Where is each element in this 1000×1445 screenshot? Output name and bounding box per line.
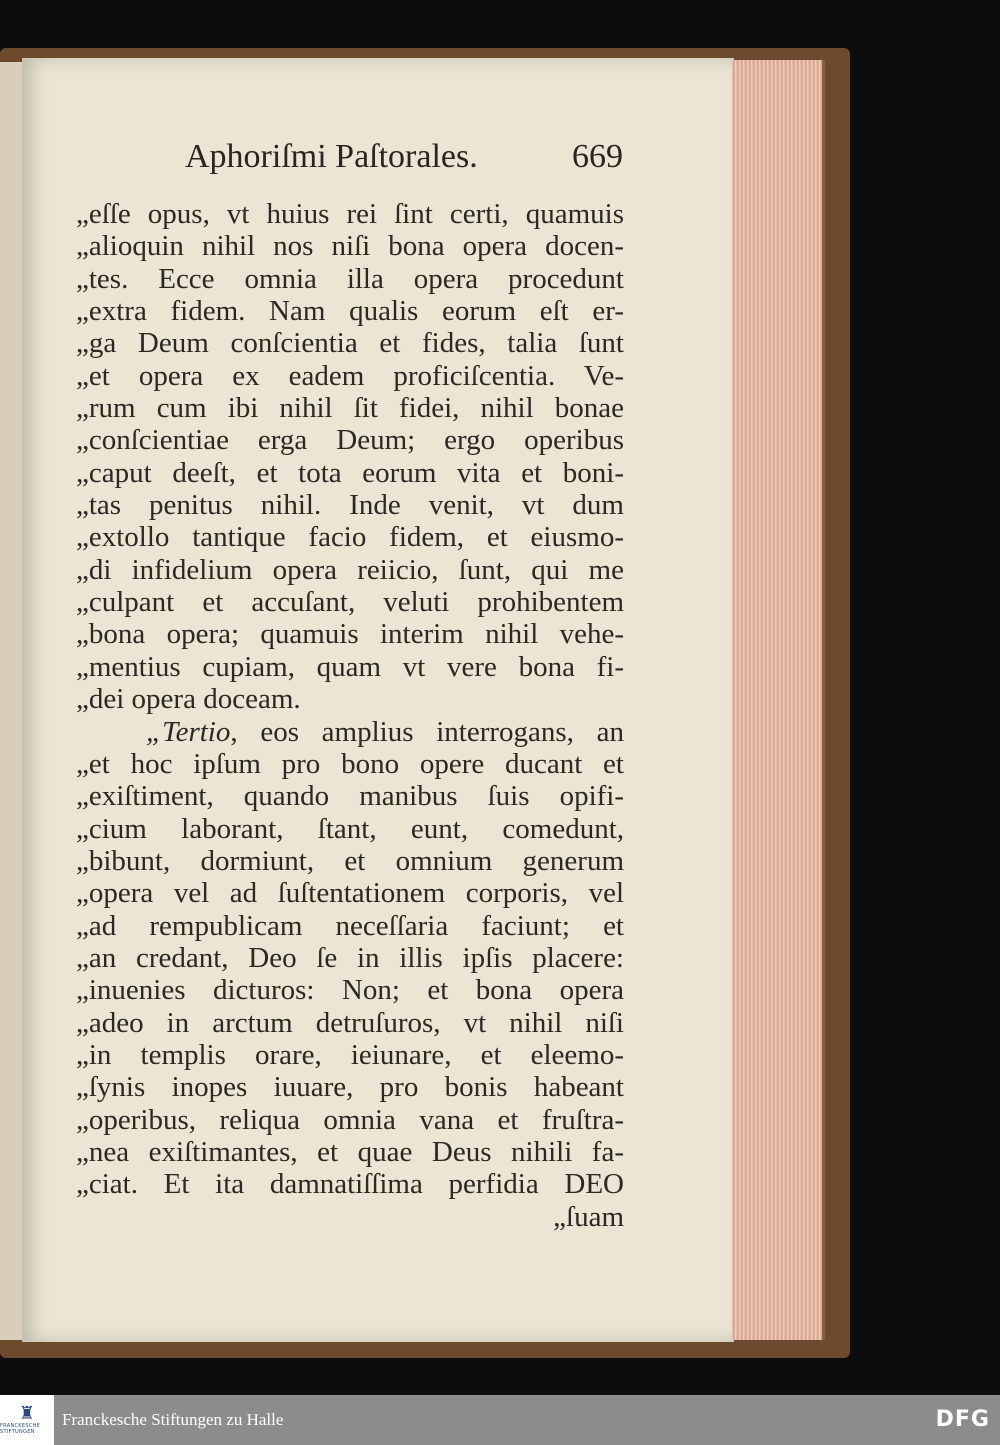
logo-text: FRANCKESCHE STIFTUNGEN xyxy=(0,1423,41,1435)
footer-bar xyxy=(0,1395,1000,1445)
page-number: 669 xyxy=(572,138,623,175)
text-line: „rum cum ibi nihil ſit fidei, nihil bonae xyxy=(76,392,624,425)
institution-name[interactable]: Franckesche Stiftungen zu Halle xyxy=(62,1410,284,1429)
text-line: „exiſtiment, quando manibus ſuis opifi- xyxy=(76,780,624,813)
text-line: „an credant, Deo ſe in illis ipſis placere: xyxy=(76,941,624,974)
text-line: „opera vel ad ſuſtentationem corporis, vel xyxy=(76,877,624,910)
facing-page-edge xyxy=(0,62,24,1340)
text-line: „extollo tantique facio fidem, et eiusmo- xyxy=(76,521,624,554)
text-line: „di infidelium opera reiicio, ſunt, qui me xyxy=(76,553,624,586)
text-line: „ga Deum conſcientia et fides, talia ſunt xyxy=(76,327,624,360)
text-line: „bibunt, dormiunt, et omnium generum xyxy=(76,844,624,877)
italic-word: „Tertio xyxy=(146,715,231,748)
paragraph-first-line xyxy=(76,716,624,748)
text-line: „ad rempublicam neceſſaria faciunt; et xyxy=(76,909,624,942)
body-text xyxy=(76,198,624,1233)
text-line: „cium laborant, ſtant, eunt, comedunt, xyxy=(76,812,624,845)
text-line: „eſſe opus, vt huius rei ſint certi, quamuis xyxy=(76,198,624,230)
text-line: „nea exiſtimantes, et quae Deus nihili fa- xyxy=(76,1135,624,1168)
text-line: „et opera ex eadem proficiſcentia. Ve- xyxy=(76,359,624,392)
page-edges xyxy=(732,60,825,1340)
text-line: „conſcientiae erga Deum; ergo operibus xyxy=(76,424,624,457)
dfg-logo[interactable]: DFG xyxy=(935,1407,990,1432)
eagle-icon: ♜ xyxy=(18,1403,36,1424)
text-fragment: , eos amplius interrogans, an xyxy=(230,715,624,748)
text-line: „in templis orare, ieiunare, et eleemo- xyxy=(76,1038,624,1071)
text-line: „operibus, reliqua omnia vana et fruſtra- xyxy=(76,1103,624,1136)
text-line: „bona opera; quamuis interim nihil vehe- xyxy=(76,618,624,651)
institution-logo[interactable] xyxy=(0,1395,54,1445)
text-line: „dei opera doceam. xyxy=(76,683,301,716)
text-line: „tas penitus nihil. Inde venit, vt dum xyxy=(76,489,624,522)
running-header xyxy=(185,130,623,176)
text-line: „mentius cupiam, quam vt vere bona fi- xyxy=(76,650,624,683)
text-line: „inuenies dicturos: Non; et bona opera xyxy=(76,974,624,1007)
catchword: „ſuam xyxy=(553,1200,624,1233)
text-line: „et hoc ipſum pro bono opere ducant et xyxy=(76,747,624,780)
text-line: „culpant et accuſant, veluti prohibentem xyxy=(76,586,624,619)
text-line: „alioquin nihil nos niſi bona opera docen- xyxy=(76,230,624,263)
text-line: „caput deeſt, et tota eorum vita et boni- xyxy=(76,456,624,489)
text-line: „tes. Ecce omnia illa opera procedunt xyxy=(76,262,624,295)
text-line: „ciat. Et ita damnatiſſima perfidia DEO xyxy=(76,1168,624,1201)
text-line: „adeo in arctum detruſuros, vt nihil niſi xyxy=(76,1006,624,1039)
text-line: „extra fidem. Nam qualis eorum eſt er- xyxy=(76,295,624,328)
text-line: „ſynis inopes iuuare, pro bonis habeant xyxy=(76,1071,624,1104)
header-title: Aphoriſmi Paſtorales. xyxy=(185,138,478,175)
